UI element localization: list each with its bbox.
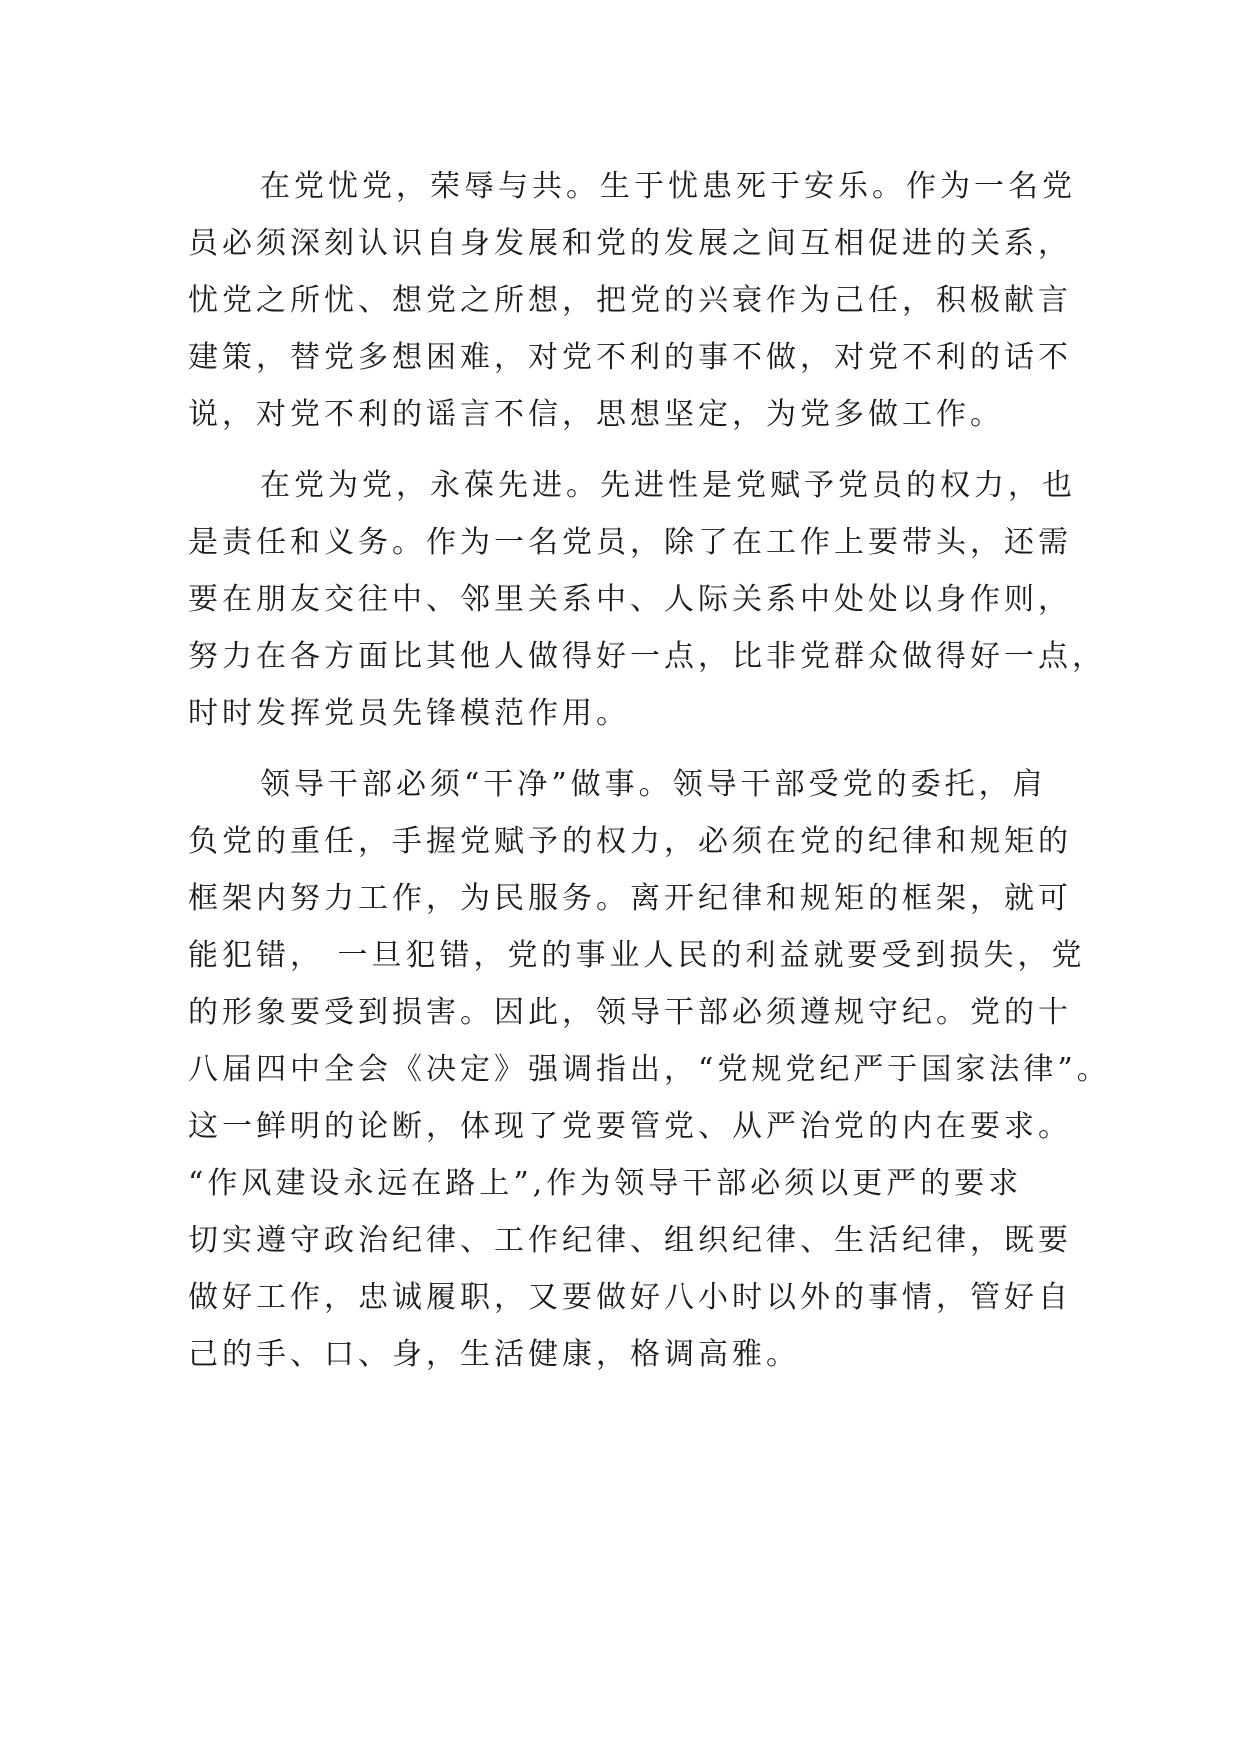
paragraph-line: 忧党之所忧、想党之所想，把党的兴衰作为己任，积极献言 xyxy=(188,283,1072,318)
paragraph-line: 这一鲜明的论断，体现了党要管党、从严治党的内在要求。 xyxy=(188,1109,1072,1144)
paragraph-line: 是责任和义务。作为一名党员，除了在工作上要带头，还需 xyxy=(188,525,1072,560)
document-body xyxy=(188,158,1111,1397)
paragraph-line: 做好工作，忠诚履职，又要做好八小时以外的事情，管好自 xyxy=(188,1280,1072,1315)
paragraph-2 xyxy=(188,457,1106,756)
paragraph-line: 领导干部必须“干净”做事。领导干部受党的委托，肩 xyxy=(260,767,1047,802)
paragraph-line: 说，对党不利的谣言不信，思想坚定，为党多做工作。 xyxy=(188,397,1004,432)
paragraph-1 xyxy=(188,158,1076,457)
paragraph-line: 努力在各方面比其他人做得好一点，比非党群众做得好一点， xyxy=(188,639,1106,674)
paragraph-line: 八届四中全会《决定》强调指出，“党规党纪严于国家法律”。 xyxy=(188,1052,1111,1087)
paragraph-line: 时时发挥党员先锋模范作用。 xyxy=(188,696,630,731)
paragraph-line: 在党为党，永葆先进。先进性是党赋予党员的权力，也 xyxy=(260,468,1076,503)
paragraph-line: 员必须深刻认识自身发展和党的发展之间互相促进的关系， xyxy=(188,226,1072,261)
paragraph-line: 能犯错， 一旦犯错，党的事业人民的利益就要受到损失，党 xyxy=(188,938,1086,973)
paragraph-line: 框架内努力工作，为民服务。离开纪律和规矩的框架，就可 xyxy=(188,881,1072,916)
paragraph-line: 建策，替党多想困难，对党不利的事不做，对党不利的话不 xyxy=(188,340,1072,375)
paragraph-line: 切实遵守政治纪律、工作纪律、组织纪律、生活纪律，既要 xyxy=(188,1223,1072,1258)
paragraph-3 xyxy=(188,756,1111,1397)
paragraph-line: 要在朋友交往中、邻里关系中、人际关系中处处以身作则， xyxy=(188,582,1072,617)
paragraph-line: 的形象要受到损害。因此，领导干部必须遵规守纪。党的十 xyxy=(188,995,1072,1030)
paragraph-line: 在党忧党，荣辱与共。生于忧患死于安乐。作为一名党 xyxy=(260,169,1076,204)
paragraph-line: 己的手、口、身，生活健康，格调高雅。 xyxy=(188,1337,800,1372)
paragraph-line: 负党的重任，手握党赋予的权力，必须在党的纪律和规矩的 xyxy=(188,824,1072,859)
paragraph-line: “作风建设永远在路上”,作为领导干部必须以更严的要求 xyxy=(188,1166,1023,1201)
